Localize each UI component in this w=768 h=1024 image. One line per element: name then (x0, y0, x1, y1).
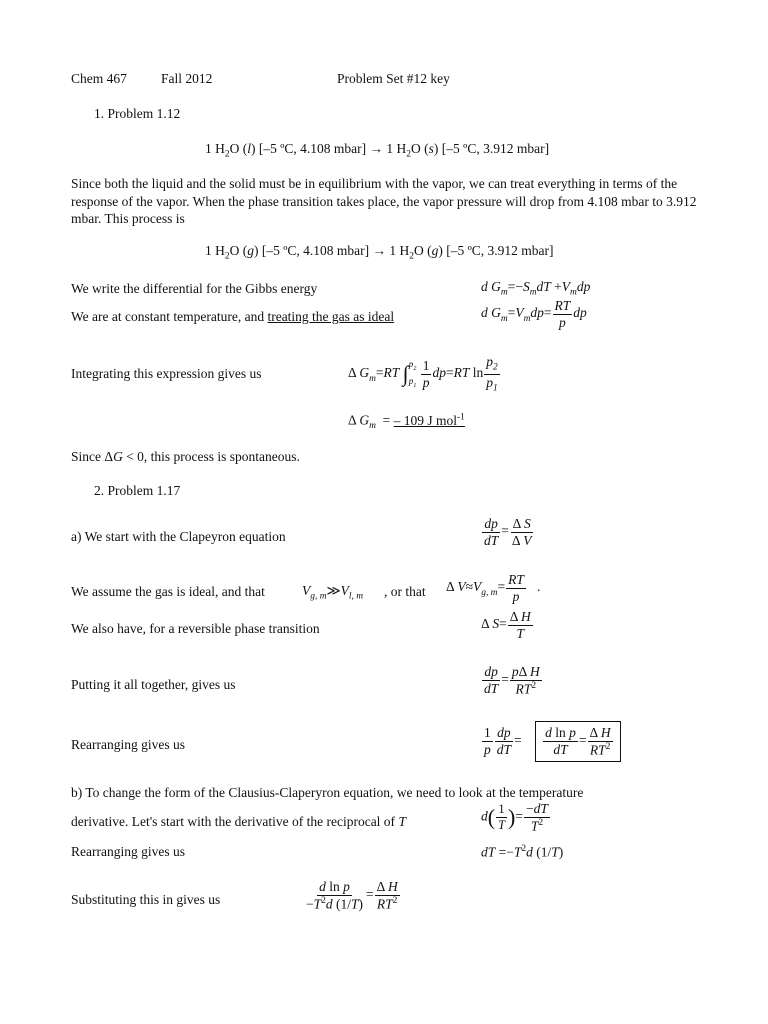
rearranged-equation: $\frac{1}{p}$ $\frac{dp}{dT}$ = $\frac{\text{d ln p}}{dT}$ = $\frac{\text{Δ H}}{RT^2}$ (481, 721, 621, 762)
result-equation: Δ $G_m$ = – 109 J mol$^{-1}$ (348, 412, 465, 432)
volume-approximation: Δ $V\approx V_{g, m}=$ $\frac{RT}{p}$ . (446, 572, 541, 604)
integrating-text: Integrating this expression gives us (71, 366, 262, 381)
rearranging-text-2: Rearranging gives us (71, 844, 185, 859)
or-that-text: , or that (384, 584, 426, 599)
boxed-result-equation: $\frac{\text{d ln p}}{dT}$ = $\frac{\text{Δ H}}{RT^2}$ (535, 721, 620, 762)
reaction-equation-2: 1 $H_2O$ (g) [–5 ºC, 4.108 mbar] → 1 $H_2O$ (g) [–5 ºC, 3.912 mbar] (205, 243, 554, 262)
paragraph-vapor: Since both the liquid and the solid must be in equilibrium with the vapor, we can treat everything in terms of the response of the vapor. When the phase transition takes place, the vapor pressure will drop from 4.108 mbar to 3.912 mbar. This process is (71, 176, 697, 226)
gibbs-differential-equation: d $G_m=-S_mdT +V_mdp$ (481, 279, 591, 298)
substituted-equation: $\frac{\text{d ln p}}{-T^2d (1/T)}$ = $\frac{\text{Δ H}}{RT^2}$ (306, 879, 398, 912)
reciprocal-derivative-equation: d( $\frac{1}{T}$ )= $\frac{-dT}{T^2}$ (481, 801, 548, 834)
substituting-text: Substituting this in gives us (71, 892, 221, 907)
reaction-equation-1: 1 $H_2O$ (l) [–5 ºC, 4.108 mbar] → 1 $H_2O$ (s) [–5 ºC, 3.912 mbar] (205, 141, 550, 160)
clapeyron-equation: $\frac{dp}{dT}$ = $\frac{\text{Δ S}}{\text{Δ V}}$ (484, 516, 532, 548)
problem1-heading: 1. Problem 1.12 (94, 106, 181, 121)
clapeyron-text: a) We start with the Clapeyron equation (71, 529, 286, 544)
gibbs-text: We write the differential for the Gibbs energy (71, 281, 318, 296)
problem2-heading: 2. Problem 1.17 (94, 483, 181, 498)
part-b-line-2: derivative. Let's start with the derivative of the reciprocal of T (71, 814, 406, 829)
rearranging-text-1: Rearranging gives us (71, 737, 185, 752)
putting-together-text: Putting it all together, gives us (71, 677, 236, 692)
reversible-text: We also have, for a reversible phase transition (71, 621, 320, 636)
part-b-line-1: b) To change the form of the Clausius-Claperyron equation, we need to look at the temperature (71, 785, 584, 800)
constant-temperature-text: We are at constant temperature, and treating the gas as ideal (71, 309, 395, 324)
page-title: Problem Set #12 key (337, 71, 450, 86)
ideal-gas-assumption-text: We assume the gas is ideal, and that (71, 584, 265, 599)
term-label: Fall 2012 (161, 71, 213, 86)
ideal-gas-gibbs-equation: d $G_m=V_mdp=$ $\frac{RT}{p}$ dp (481, 298, 587, 330)
volume-inequality: $V_{g, m}≫V_{l, m}$ (302, 583, 364, 602)
integral-equation: Δ $G_m=RT$ ∫ $p_2$ $p_1$ $\frac{1}{p}$ dp=RT ln $\frac{p_2}{p_1}$ (348, 354, 498, 394)
entropy-equation: Δ S= $\frac{\text{Δ H}}{T}$ (481, 609, 531, 641)
course-label: Chem 467 (71, 71, 127, 86)
spontaneous-text: Since ΔG < 0, this process is spontaneous. (71, 449, 300, 464)
dt-equation: dT $=-T^2d$ (1/T) (481, 844, 564, 860)
clausius-clapeyron-combined: $\frac{dp}{dT}$ = $\frac{\text{pΔ H}}{RT^2}$ (484, 664, 540, 697)
